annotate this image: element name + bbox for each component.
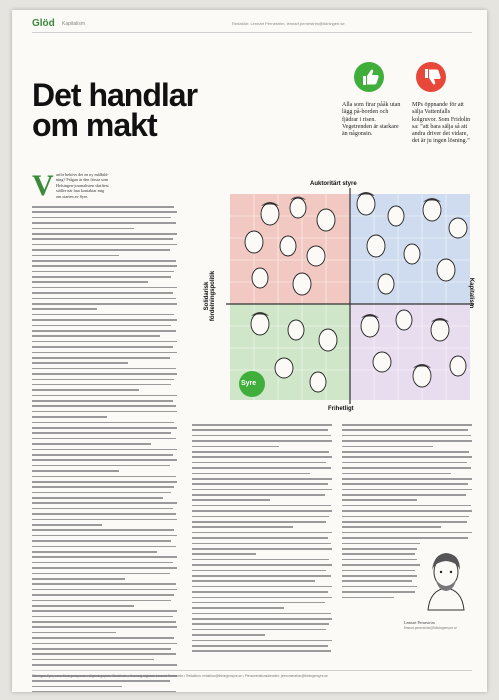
footer-divider: [32, 670, 472, 671]
lead-line: ställer när han kontaktar mig: [56, 188, 105, 194]
author-name: Lennart Pernestrim: [404, 620, 435, 625]
lead-line: Helsingen-journalisten skriftest: [56, 182, 109, 188]
caricature-face: [319, 329, 337, 351]
article-lead: [56, 172, 176, 199]
axis-label-right: Kapitalism: [468, 277, 474, 309]
caricature-face: [245, 231, 263, 253]
axis-label-left: Solidarisk fördelningspolitik: [204, 270, 216, 322]
caricature-face: [361, 315, 379, 337]
caricature-face: [310, 372, 326, 392]
caricature-face: [396, 310, 412, 330]
caricature-face: [388, 206, 404, 226]
caricature-face: [280, 236, 296, 256]
caricature-face: [423, 199, 441, 221]
caricature-face: [357, 193, 375, 215]
lead-line: om starten av Syre.: [56, 193, 89, 199]
caricature-face: [317, 209, 335, 231]
author-portrait: [422, 550, 470, 612]
syre-badge-label: Syre: [241, 380, 257, 387]
caricature-face: [404, 244, 420, 264]
axis-label-top: Auktoritärt styre: [310, 181, 357, 187]
political-compass-illustration: [200, 180, 478, 420]
thumbs-up-quote: Alla som firar pååk utan lägg på-borden och fjädrar i risen. Vegetrenden är starkare än någonsin.: [342, 102, 401, 138]
caricature-face: [378, 274, 394, 294]
caricature-face: [288, 320, 304, 340]
section-label: Kapitalism: [62, 21, 86, 27]
header-divider: [32, 32, 472, 33]
caricature-face: [450, 356, 466, 376]
caricature-face: [275, 358, 293, 378]
article-headline: Det handlar om makt: [32, 77, 198, 143]
author-email: lennart.pernestrim@tidningensyre.se: [404, 626, 458, 630]
thumbs-down-quote: MPs öppnande för att sälja Vattenfalls kolgruvor. Som Fridolin sa: ”att bara sälja så att andra driver det vidare, det är ju ingen lösning.”: [412, 102, 471, 145]
page-footer: Tidningen Syre, www.tidningensyre.se • Utgivningsplats: Stockholm • Ansvarig utgivare: Lennart Pernestrim • Redaktion: redaktion@tidningensyre.se • Prenumerationsärenden: prenumeration@tidningensyre.se: [32, 674, 328, 678]
article-column-2: [192, 424, 332, 656]
lead-line: ning? Frågan är den första som: [56, 177, 108, 183]
article-column-1: [32, 206, 177, 692]
newspaper-page: [12, 10, 487, 692]
caricature-face: [307, 246, 325, 266]
axis-label-bottom: Frihetligt: [328, 406, 354, 412]
caricature-face: [251, 313, 269, 335]
caricature-face: [252, 268, 268, 288]
caricature-face: [367, 235, 385, 257]
caricature-face: [373, 352, 391, 372]
caricature-face: [293, 273, 311, 295]
caricature-face: [413, 365, 431, 387]
thumbs-down-icon: [416, 62, 446, 92]
section-brand: Glöd: [32, 18, 55, 29]
caricature-face: [261, 203, 279, 225]
caricature-face: [449, 218, 467, 238]
caricature-face: [431, 319, 449, 341]
page-header: [32, 18, 472, 32]
thumbs-up-icon: [354, 62, 384, 92]
caricature-face: [437, 259, 455, 281]
lead-line: arför behövs det en ny målbild-: [56, 172, 109, 177]
header-byline: Redaktör: Lennart Pernestrim, lennart.pernestrim@tidningen.se: [232, 21, 345, 26]
drop-cap: V: [32, 169, 54, 202]
caricature-face: [290, 198, 306, 218]
